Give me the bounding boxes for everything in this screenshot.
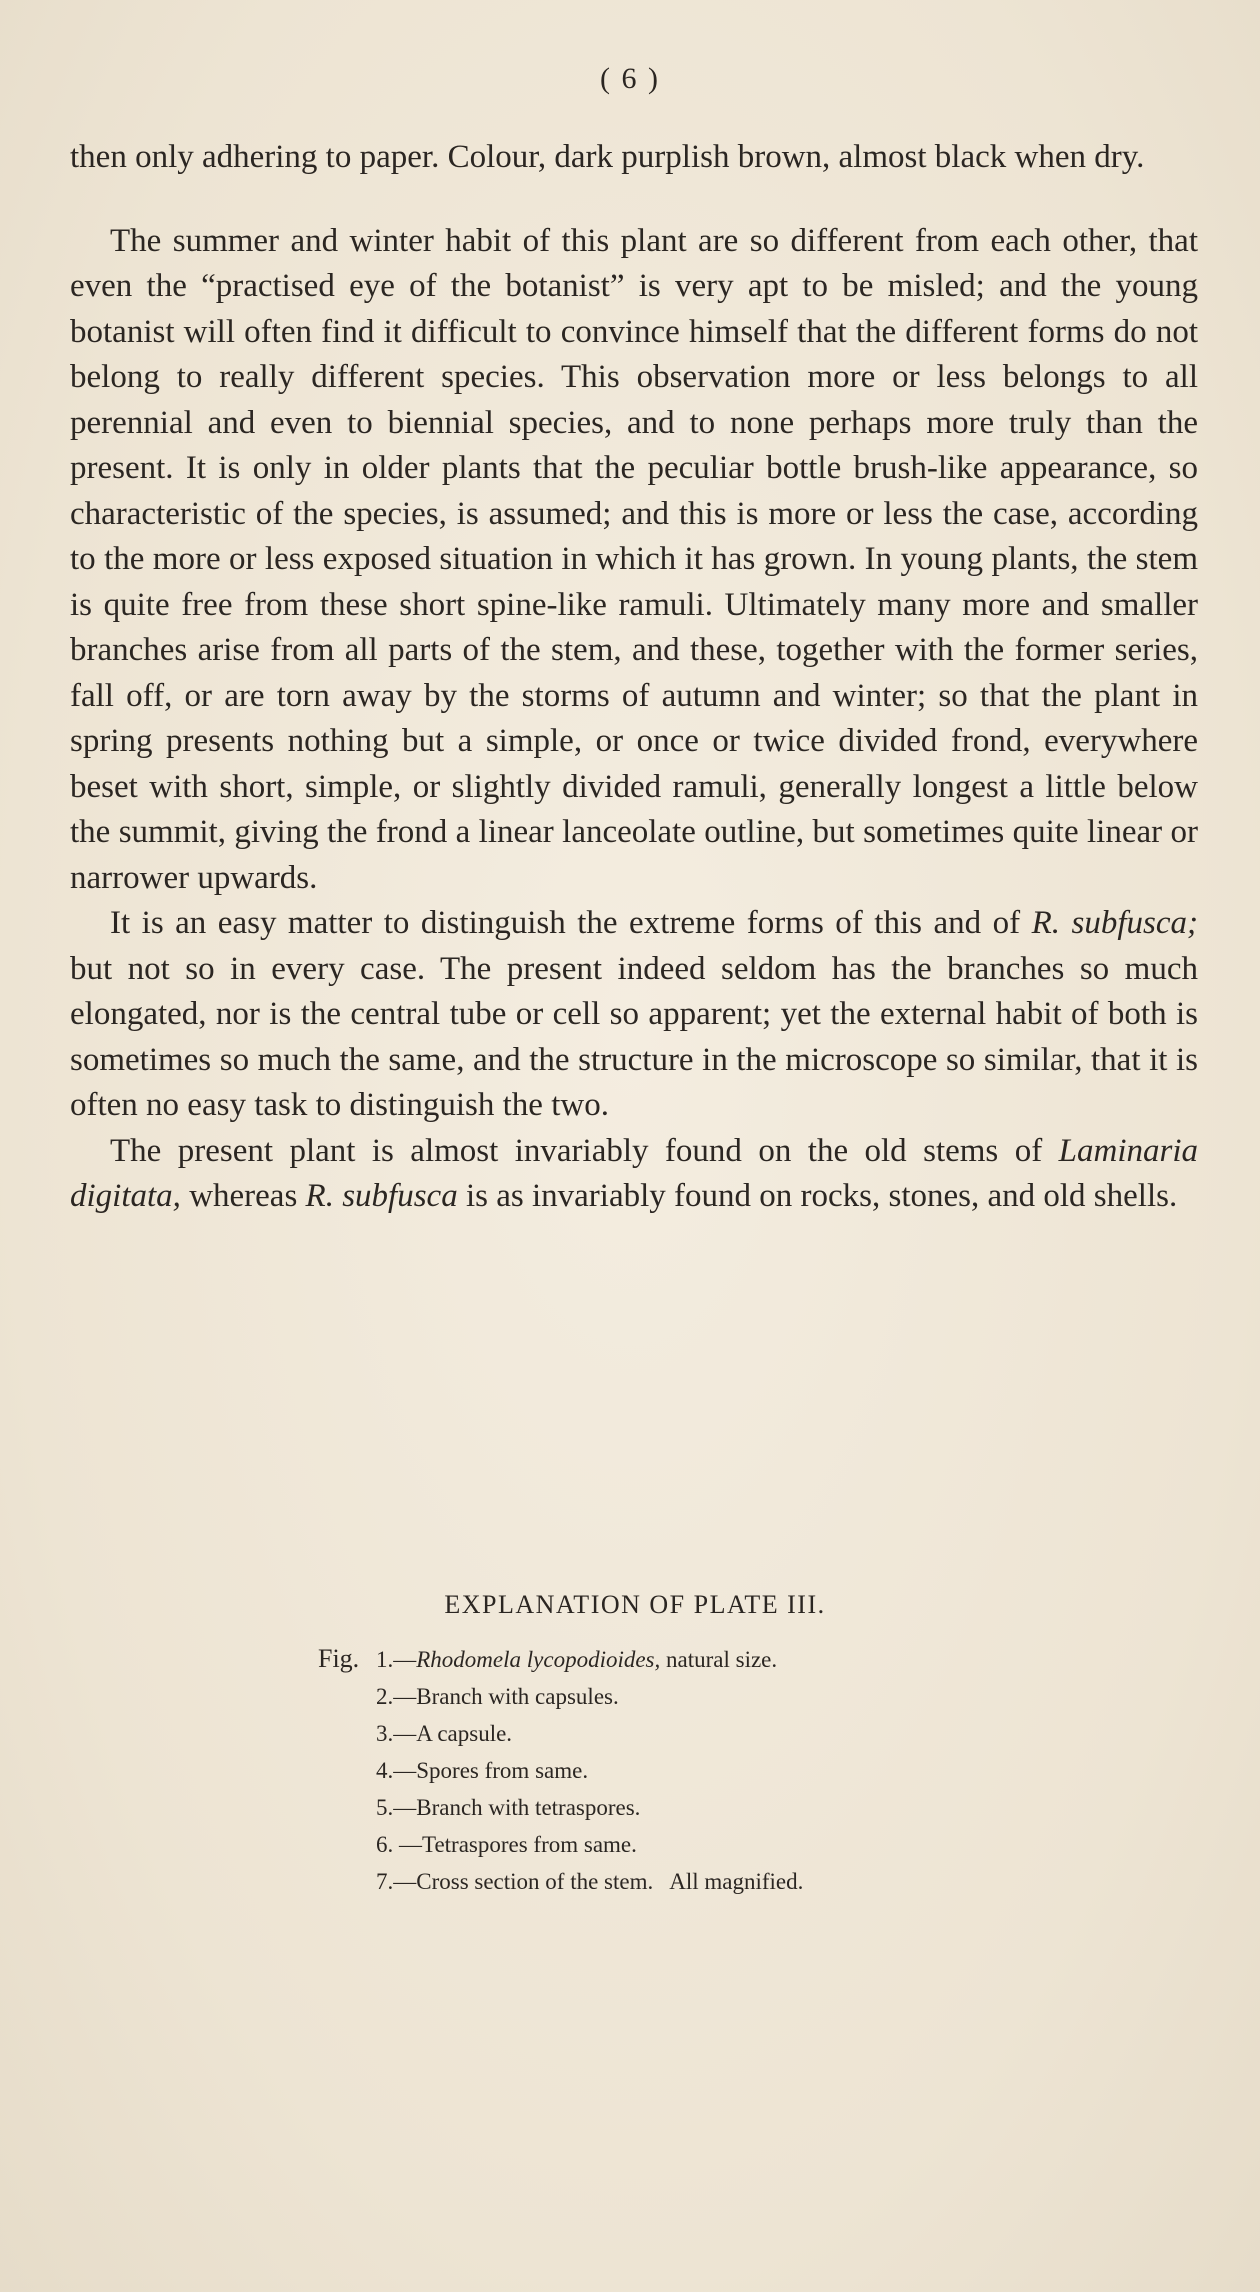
figure-number: 3.— (376, 1721, 417, 1746)
figure-item (318, 1826, 1260, 1863)
figure-number: 6. — (376, 1832, 422, 1857)
figure-caption: Tetraspores from same. (422, 1832, 637, 1857)
species-name: R. subfusca; (1031, 905, 1198, 941)
plate-title: EXPLANATION OF PLATE III. (444, 1590, 826, 1619)
text: It is an easy matter to distinguish the extreme forms of this and of (110, 905, 1021, 941)
figure-caption: Spores from same. (416, 1758, 589, 1783)
paragraph-distinguish (70, 901, 1198, 1129)
paragraph-habit: The summer and winter habit of this plant are so different from each other, that even the “practised eye of the botanist” is very apt to be misled; and the young botanist will often find it difficult to convince himself that the different forms do not belong to really different species. This observation more or less belongs to all perennial and even to biennial species, and to none perhaps more truly than the present. It is only in older plants that the peculiar bottle brush-like appearance, so characteristic of the species, is assumed; and this is more or less the case, according to the more or less exposed situation in which it has grown. In young plants, the stem is quite free from these short spine-like ramuli. Ultimately many more and smaller branches arise from all parts of the stem, and these, together with the former series, fall off, or are torn away by the storms of autumn and winter; so that the plant in spring presents nothing but a simple, or once or twice divided frond, everywhere beset with short, simple, or slightly divided ramuli, generally longest a little below the summit, giving the frond a linear lanceolate outline, but sometimes quite linear or narrower upwards. (70, 222, 1198, 896)
text: but not so in every case. The present indeed seldom has the branches so much elongated, nor is the central tube or cell so apparent; yet the external habit of both is sometimes so much the same, and the structure in the microscope so similar, that it is often no easy task to distinguish the two. (70, 950, 1198, 1123)
figure-item (318, 1678, 1260, 1715)
text: is as invariably found on rocks, stones, and old shells. (465, 1178, 1178, 1214)
text: whereas (189, 1178, 298, 1214)
species-name: Laminaria digitata, (70, 1132, 1199, 1214)
fig-prefix: Fig. (318, 1644, 360, 1673)
figure-list (318, 1640, 1260, 1900)
figure-caption: Branch with capsules. (416, 1684, 619, 1709)
figure-caption: Cross section of the stem. All magnified. (416, 1869, 804, 1894)
body-text (70, 135, 1198, 1220)
text: The present plant is almost invariably found on the old stems of (110, 1132, 1043, 1169)
figure-number: 1.— (376, 1647, 417, 1672)
figure-number: 5.— (376, 1795, 417, 1820)
species-name: R. subfusca (305, 1178, 458, 1214)
figure-species: Rhodomela lycopodioides, (416, 1647, 661, 1672)
figure-caption: natural size. (666, 1647, 778, 1672)
plate-explanation (0, 1590, 1260, 1900)
page-number: ( 6 ) (600, 62, 660, 95)
figure-number: 2.— (376, 1684, 417, 1709)
figure-number: 7.— (376, 1869, 417, 1894)
figure-item (318, 1789, 1260, 1826)
figure-number: 4.— (376, 1758, 417, 1783)
figure-item (318, 1640, 1260, 1678)
figure-item (318, 1752, 1260, 1789)
figure-caption: A capsule. (416, 1721, 513, 1746)
figure-caption: Branch with tetraspores. (416, 1795, 641, 1820)
paragraph-continued: then only adhering to paper. Colour, dark purplish brown, almost black when dry. (70, 139, 1145, 175)
paragraph-habitat (70, 1129, 1198, 1220)
figure-item (318, 1715, 1260, 1752)
figure-item (318, 1863, 1260, 1900)
